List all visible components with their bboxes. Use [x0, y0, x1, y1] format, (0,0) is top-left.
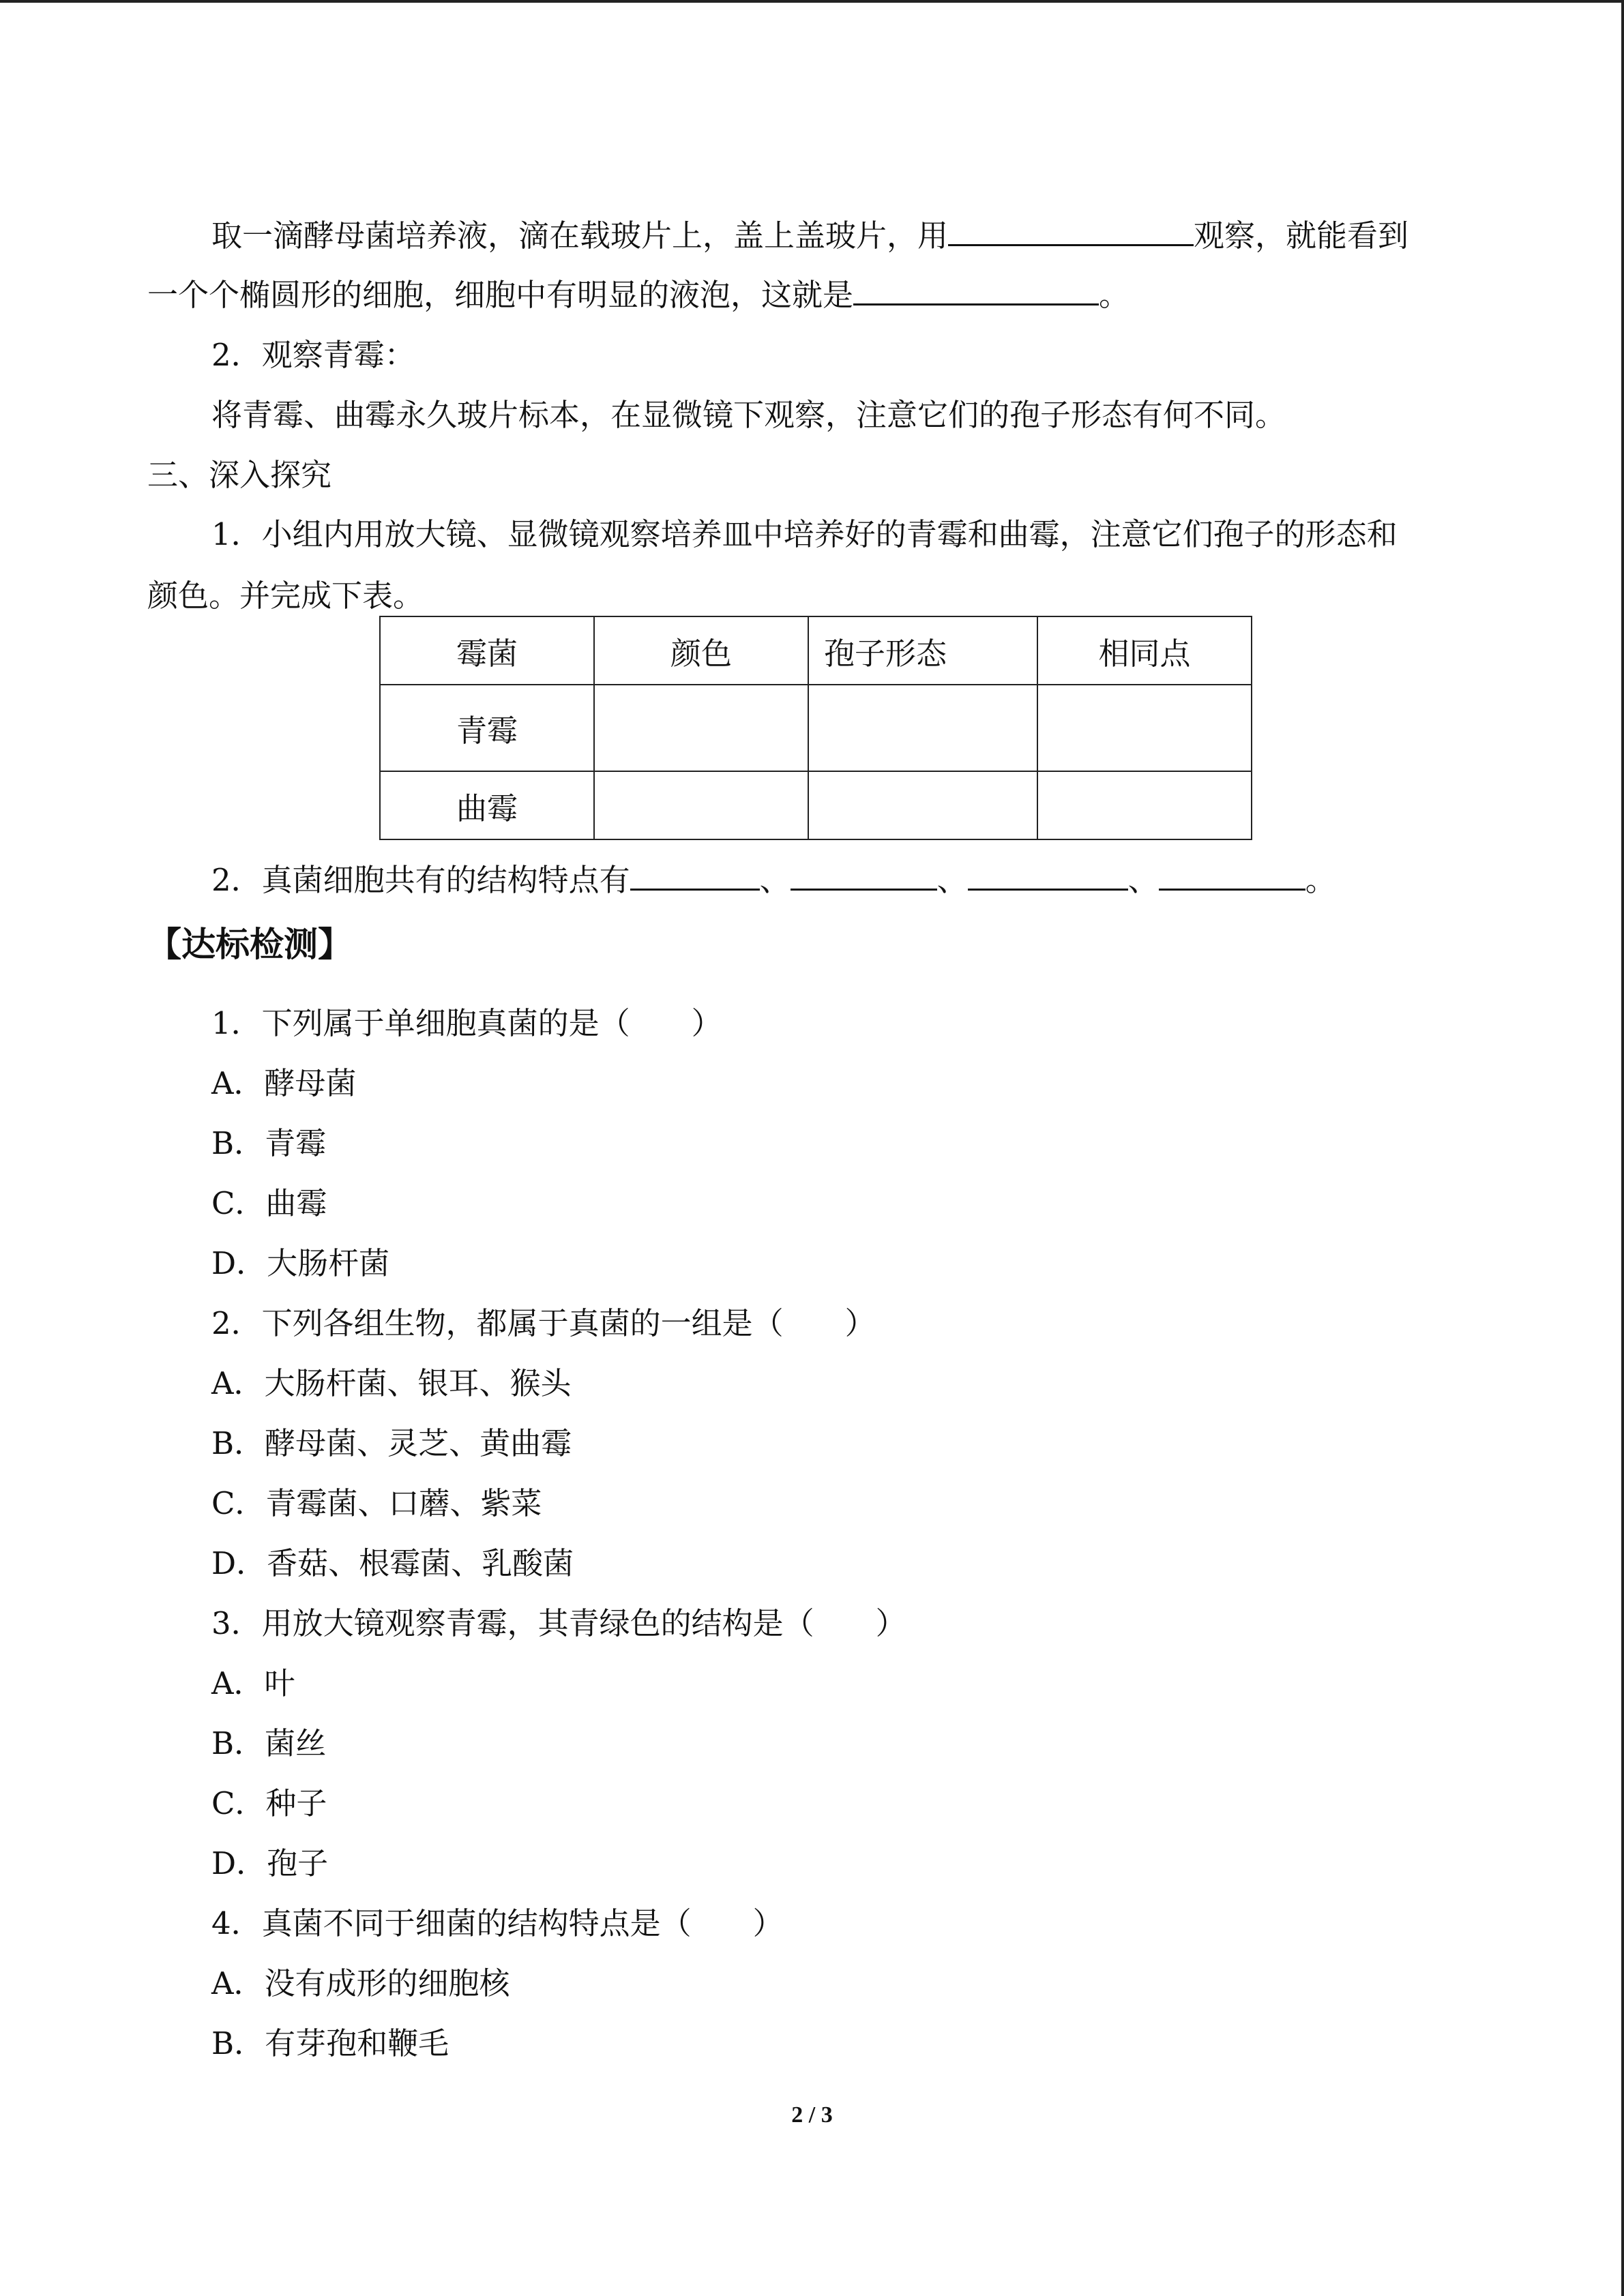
separator: 、 [1127, 862, 1159, 898]
question-text: 2．真菌细胞共有的结构特点有 [211, 862, 630, 898]
table-header-cell: 霉菌 [380, 616, 594, 685]
intro-text: 。 [1099, 277, 1130, 313]
intro-line-2 [147, 276, 1130, 314]
option-item[interactable]: B．酵母菌、灵芝、黄曲霉 [211, 1425, 572, 1461]
table-cell[interactable] [808, 685, 1037, 771]
option-item[interactable]: C．种子 [211, 1785, 327, 1821]
table-header-cell: 相同点 [1037, 616, 1252, 685]
observe-text: 将青霉、曲霉永久玻片标本，在显微镜下观察，注意它们的孢子形态有何不同。 [211, 397, 1286, 433]
table-header-cell: 颜色 [594, 616, 808, 685]
observation-table [379, 616, 1252, 840]
fill-blank[interactable] [1159, 861, 1305, 891]
table-row [380, 685, 1252, 771]
option-item[interactable]: B．有芽孢和鞭毛 [211, 2025, 449, 2061]
fill-blank[interactable] [791, 861, 937, 891]
option-item[interactable]: C．曲霉 [211, 1185, 327, 1221]
separator: 、 [936, 862, 968, 898]
option-item[interactable]: D．大肠杆菌 [211, 1245, 390, 1281]
option-item[interactable]: A．没有成形的细胞核 [211, 1965, 510, 2001]
table-cell[interactable] [1037, 771, 1252, 839]
structure-question [211, 861, 1336, 899]
observe-title: 2．观察青霉： [211, 337, 415, 373]
option-item[interactable]: B．青霉 [211, 1125, 327, 1161]
question-line: 颜色。并完成下表。 [147, 578, 424, 614]
intro-text: 取一滴酵母菌培养液，滴在载玻片上，盖上盖玻片，用 [211, 218, 949, 254]
question-line: 1．小组内用放大镜、显微镜观察培养皿中培养好的青霉和曲霉，注意它们孢子的形态和 [211, 516, 1398, 552]
table-cell: 青霉 [380, 685, 594, 771]
option-item[interactable]: D．香菇、根霉菌、乳酸菌 [211, 1545, 574, 1581]
test-heading: 【达标检测】 [147, 925, 352, 964]
table-header-cell: 孢子形态 [808, 616, 1037, 685]
question-stem: 2．下列各组生物，都属于真菌的一组是（ ） [211, 1305, 876, 1341]
fill-blank[interactable] [968, 861, 1128, 891]
intro-line-1 [211, 217, 1408, 255]
intro-text: 观察，就能看到 [1194, 218, 1409, 254]
table-row [380, 771, 1252, 839]
fill-blank[interactable] [853, 276, 1099, 305]
fill-blank[interactable] [630, 861, 760, 891]
page-number: 2 / 3 [791, 2102, 833, 2128]
table-cell[interactable] [808, 771, 1037, 839]
section-title: 三、深入探究 [147, 457, 332, 493]
fill-blank[interactable] [948, 217, 1194, 246]
option-item[interactable]: A．酵母菌 [211, 1065, 357, 1101]
option-item[interactable]: D．孢子 [211, 1845, 329, 1881]
intro-text: 一个个椭圆形的细胞，细胞中有明显的液泡，这就是 [147, 277, 854, 313]
table-cell[interactable] [1037, 685, 1252, 771]
question-stem: 4．真菌不同于细菌的结构特点是（ ） [211, 1905, 784, 1941]
option-item[interactable]: A．叶 [211, 1665, 295, 1701]
separator: 。 [1305, 862, 1336, 898]
table-cell: 曲霉 [380, 771, 594, 839]
table-cell[interactable] [594, 771, 808, 839]
table-header-row [380, 616, 1252, 685]
question-stem: 3．用放大镜观察青霉，其青绿色的结构是（ ） [211, 1605, 906, 1641]
option-item[interactable]: B．菌丝 [211, 1725, 327, 1761]
separator: 、 [759, 862, 791, 898]
option-item[interactable]: A．大肠杆菌、银耳、猴头 [211, 1365, 572, 1401]
table-cell[interactable] [594, 685, 808, 771]
option-item[interactable]: C．青霉菌、口蘑、紫菜 [211, 1485, 542, 1521]
question-stem: 1．下列属于单细胞真菌的是（ ） [211, 1005, 722, 1041]
